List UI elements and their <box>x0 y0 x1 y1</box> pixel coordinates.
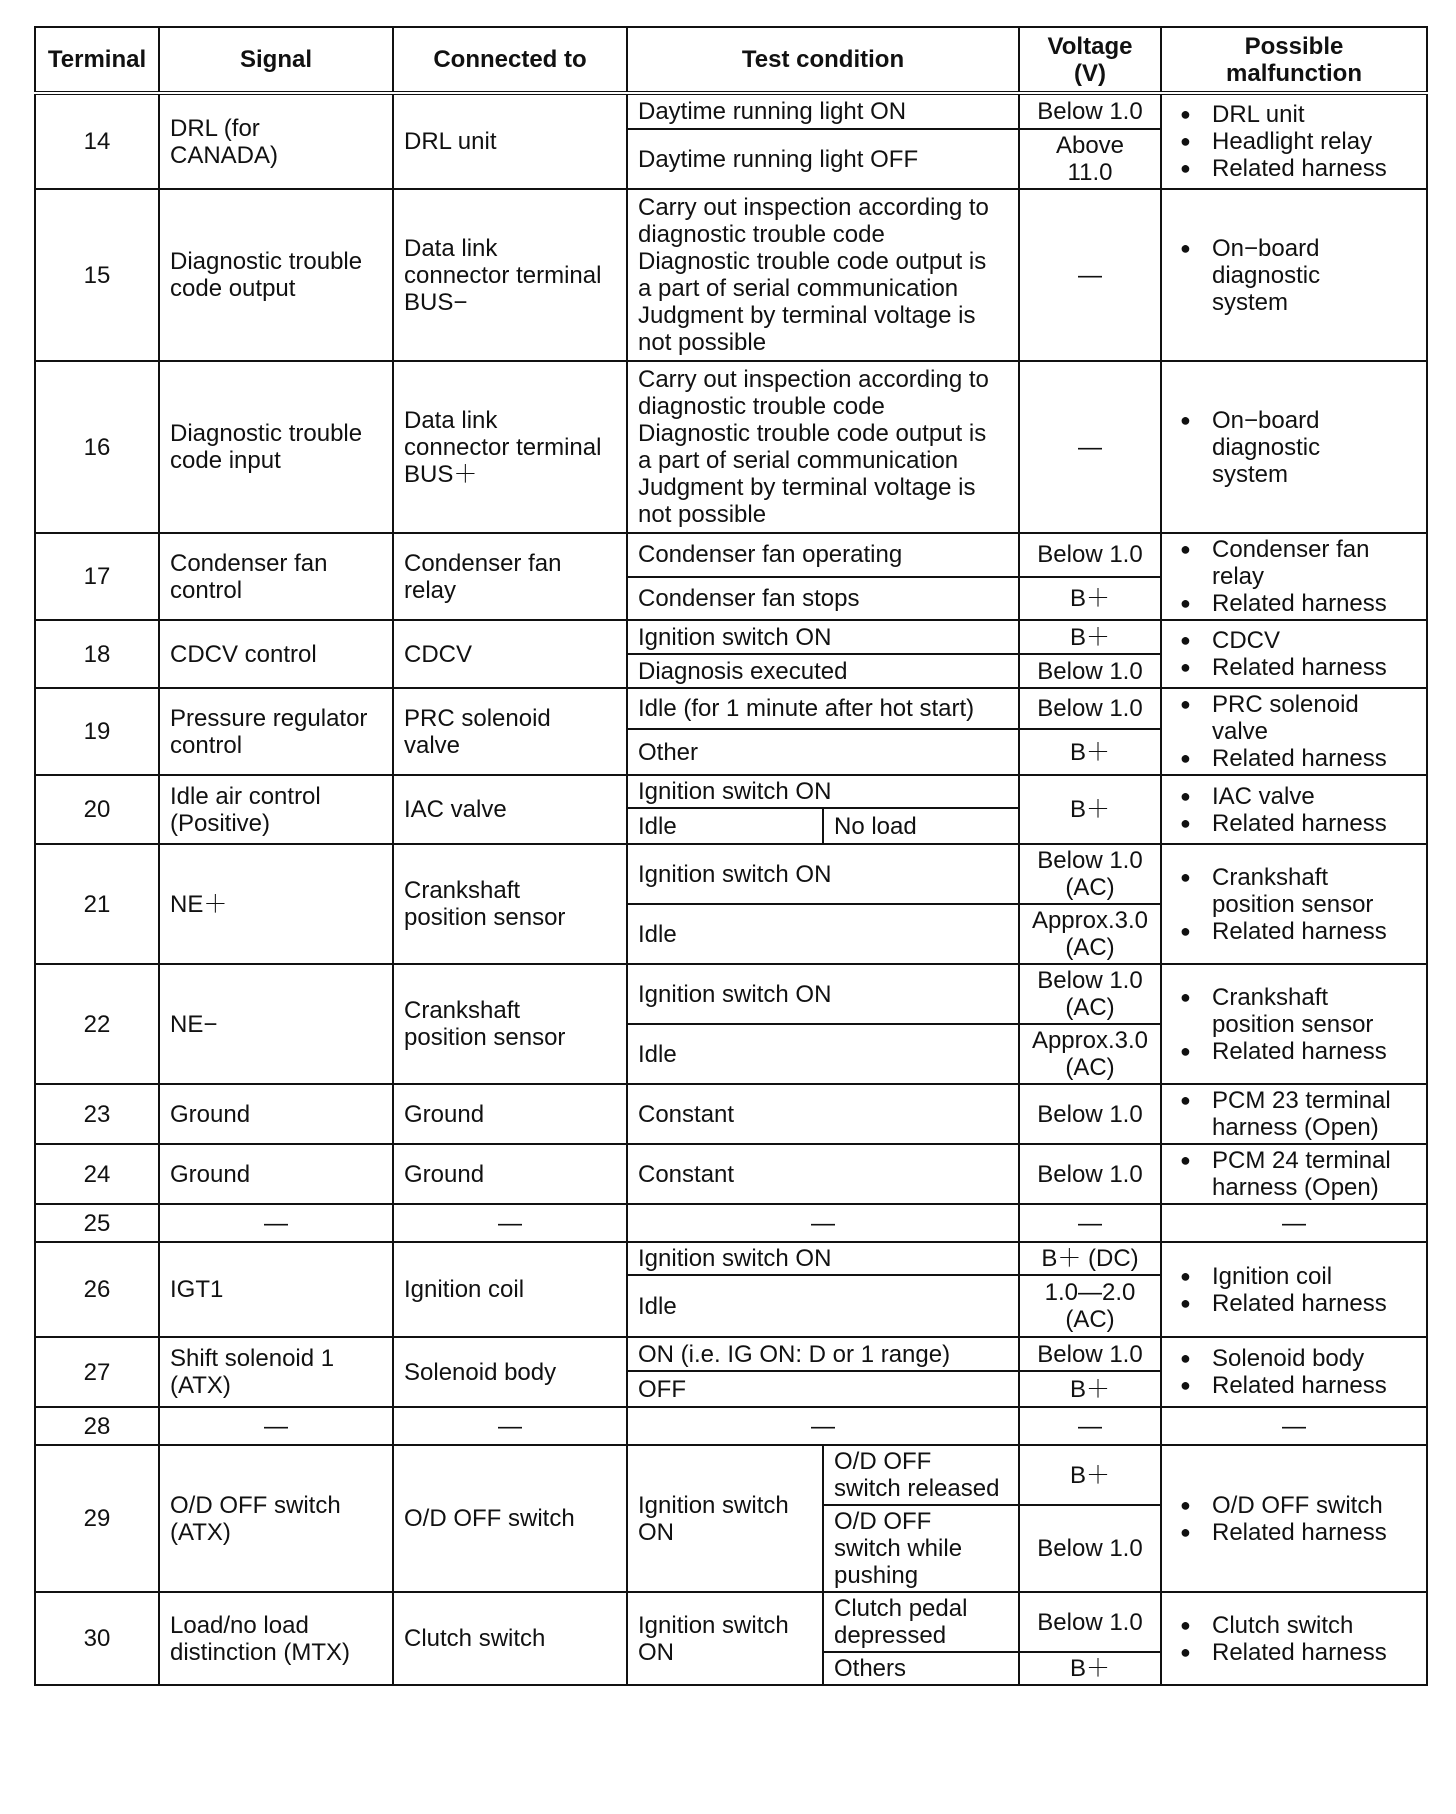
header-connected-to: Connected to <box>393 27 627 93</box>
connected-cell: — <box>393 1407 627 1445</box>
terminal-cell: 22 <box>35 964 159 1084</box>
malfunction-item: ● Crankshaft position sensor <box>1180 864 1417 918</box>
malfunction-cell: — <box>1161 1407 1427 1445</box>
malfunction-cell <box>1161 775 1427 844</box>
connected-cell: Crankshaft position sensor <box>393 964 627 1084</box>
condition-cell: Ignition switch ON <box>627 1445 823 1592</box>
malfunction-item: ● Related harness <box>1180 590 1417 617</box>
condition-cell: Constant <box>627 1084 1019 1144</box>
voltage-cell: 1.0—2.0 (AC) <box>1019 1275 1161 1337</box>
header-voltage: Voltage (V) <box>1019 27 1161 93</box>
condition-cell: ON (i.e. IG ON: D or 1 range) <box>627 1337 1019 1371</box>
signal-cell: IGT1 <box>159 1242 393 1337</box>
malfunction-list <box>1180 235 1417 316</box>
malfunction-item: ● On−board diagnostic system <box>1180 407 1417 488</box>
terminal-cell: 17 <box>35 533 159 620</box>
malfunction-item: ● Related harness <box>1180 918 1417 945</box>
table-row <box>35 1592 1427 1652</box>
condition-detail-cell: Others <box>823 1652 1019 1685</box>
table-row <box>35 844 1427 904</box>
malfunction-list <box>1180 984 1417 1065</box>
malfunction-item: ● PCM 24 terminal harness (Open) <box>1180 1147 1417 1201</box>
terminal-cell: 28 <box>35 1407 159 1445</box>
table-row <box>35 688 1427 729</box>
terminal-voltage-table <box>34 26 1428 1686</box>
condition-cell: Condenser fan operating <box>627 533 1019 577</box>
malfunction-cell <box>1161 1144 1427 1204</box>
signal-cell: O/D OFF switch (ATX) <box>159 1445 393 1592</box>
condition-cell: Ignition switch ON <box>627 620 1019 654</box>
condition-cell: Ignition switch ON <box>627 775 1019 808</box>
header-possible-malfunction: Possible malfunction <box>1161 27 1427 93</box>
voltage-cell: Below 1.0 <box>1019 1084 1161 1144</box>
malfunction-item: ● Ignition coil <box>1180 1263 1417 1290</box>
condition-cell: Diagnosis executed <box>627 654 1019 688</box>
voltage-cell: Below 1.0 <box>1019 688 1161 729</box>
malfunction-item: ● Related harness <box>1180 1519 1417 1546</box>
malfunction-cell <box>1161 1242 1427 1337</box>
condition-cell: Idle <box>627 808 823 844</box>
terminal-cell: 19 <box>35 688 159 775</box>
table-row <box>35 533 1427 577</box>
malfunction-item: ● Related harness <box>1180 1290 1417 1317</box>
malfunction-cell <box>1161 1337 1427 1407</box>
connected-cell: Ignition coil <box>393 1242 627 1337</box>
malfunction-item: ● O/D OFF switch <box>1180 1492 1417 1519</box>
connected-cell: O/D OFF switch <box>393 1445 627 1592</box>
malfunction-item: ● Related harness <box>1180 810 1417 837</box>
signal-cell: Pressure regulator control <box>159 688 393 775</box>
connected-cell: Crankshaft position sensor <box>393 844 627 964</box>
condition-cell: Other <box>627 729 1019 775</box>
malfunction-item: ● Related harness <box>1180 1372 1417 1399</box>
terminal-cell: 21 <box>35 844 159 964</box>
connected-cell: Ground <box>393 1144 627 1204</box>
malfunction-list <box>1180 407 1417 488</box>
voltage-cell: B＋ <box>1019 1371 1161 1407</box>
signal-cell: Ground <box>159 1144 393 1204</box>
condition-cell: Idle (for 1 minute after hot start) <box>627 688 1019 729</box>
condition-detail-cell: O/D OFF switch while pushing <box>823 1505 1019 1592</box>
condition-cell: — <box>627 1204 1019 1242</box>
malfunction-cell <box>1161 688 1427 775</box>
connected-cell: Data link connector terminal BUS− <box>393 189 627 361</box>
malfunction-item: ● Solenoid body <box>1180 1345 1417 1372</box>
connected-cell: CDCV <box>393 620 627 688</box>
condition-cell: OFF <box>627 1371 1019 1407</box>
signal-cell: Idle air control (Positive) <box>159 775 393 844</box>
malfunction-cell <box>1161 1084 1427 1144</box>
table-row <box>35 1084 1427 1144</box>
header-row <box>35 27 1427 93</box>
malfunction-item: ● On−board diagnostic system <box>1180 235 1417 316</box>
condition-cell: Daytime running light OFF <box>627 129 1019 189</box>
voltage-cell: Below 1.0 <box>1019 533 1161 577</box>
voltage-cell: Below 1.0 <box>1019 1592 1161 1652</box>
table-row <box>35 964 1427 1024</box>
connected-cell: Ground <box>393 1084 627 1144</box>
connected-cell: PRC solenoid valve <box>393 688 627 775</box>
condition-cell: — <box>627 1407 1019 1445</box>
terminal-cell: 20 <box>35 775 159 844</box>
connected-cell: Condenser fan relay <box>393 533 627 620</box>
malfunction-item: ● Related harness <box>1180 745 1417 772</box>
terminal-cell: 27 <box>35 1337 159 1407</box>
malfunction-item: ● Crankshaft position sensor <box>1180 984 1417 1038</box>
voltage-cell: B＋ <box>1019 1445 1161 1505</box>
condition-cell: Idle <box>627 1275 1019 1337</box>
malfunction-item: ● Related harness <box>1180 654 1417 681</box>
voltage-cell: Below 1.0 <box>1019 654 1161 688</box>
terminal-cell: 15 <box>35 189 159 361</box>
connected-cell: DRL unit <box>393 93 627 189</box>
voltage-cell: Below 1.0 <box>1019 93 1161 129</box>
connected-cell: — <box>393 1204 627 1242</box>
voltage-cell: Below 1.0 (AC) <box>1019 844 1161 904</box>
table-row <box>35 1445 1427 1505</box>
signal-cell: NE− <box>159 964 393 1084</box>
signal-cell: DRL (for CANADA) <box>159 93 393 189</box>
condition-detail-cell: Clutch pedal depressed <box>823 1592 1019 1652</box>
voltage-cell: Below 1.0 <box>1019 1337 1161 1371</box>
terminal-cell: 23 <box>35 1084 159 1144</box>
header-test-condition: Test condition <box>627 27 1019 93</box>
condition-detail-cell: O/D OFF switch released <box>823 1445 1019 1505</box>
signal-cell: NE＋ <box>159 844 393 964</box>
malfunction-list <box>1180 1612 1417 1666</box>
connected-cell: Solenoid body <box>393 1337 627 1407</box>
terminal-voltage-table-sheet <box>34 26 1426 1686</box>
voltage-cell: — <box>1019 1204 1161 1242</box>
voltage-cell: Below 1.0 <box>1019 1505 1161 1592</box>
malfunction-item: ● Related harness <box>1180 1038 1417 1065</box>
malfunction-cell <box>1161 620 1427 688</box>
voltage-cell: Below 1.0 <box>1019 1144 1161 1204</box>
malfunction-item: ● Related harness <box>1180 1639 1417 1666</box>
table-row <box>35 1144 1427 1204</box>
voltage-cell: — <box>1019 189 1161 361</box>
signal-cell: — <box>159 1204 393 1242</box>
condition-cell: Condenser fan stops <box>627 577 1019 621</box>
voltage-cell: B＋ <box>1019 620 1161 654</box>
terminal-cell: 26 <box>35 1242 159 1337</box>
terminal-cell: 30 <box>35 1592 159 1685</box>
terminal-cell: 14 <box>35 93 159 189</box>
malfunction-cell <box>1161 361 1427 533</box>
malfunction-cell: — <box>1161 1204 1427 1242</box>
malfunction-item: ● Condenser fan relay <box>1180 536 1417 590</box>
malfunction-cell <box>1161 189 1427 361</box>
malfunction-cell <box>1161 1445 1427 1592</box>
malfunction-item: ● PRC solenoid valve <box>1180 691 1417 745</box>
terminal-cell: 25 <box>35 1204 159 1242</box>
voltage-cell: — <box>1019 361 1161 533</box>
voltage-cell: Approx.3.0 (AC) <box>1019 1024 1161 1084</box>
table-body <box>35 93 1427 1685</box>
condition-detail-cell: No load <box>823 808 1019 844</box>
header-signal: Signal <box>159 27 393 93</box>
malfunction-list <box>1180 1147 1417 1201</box>
terminal-cell: 18 <box>35 620 159 688</box>
malfunction-cell <box>1161 964 1427 1084</box>
connected-cell: IAC valve <box>393 775 627 844</box>
condition-cell: Daytime running light ON <box>627 93 1019 129</box>
malfunction-cell <box>1161 844 1427 964</box>
malfunction-list <box>1180 864 1417 945</box>
malfunction-list <box>1180 101 1417 182</box>
signal-cell: Shift solenoid 1 (ATX) <box>159 1337 393 1407</box>
table-row <box>35 189 1427 361</box>
condition-cell: Ignition switch ON <box>627 964 1019 1024</box>
voltage-cell: B＋ <box>1019 775 1161 844</box>
voltage-cell: B＋ (DC) <box>1019 1242 1161 1275</box>
malfunction-cell <box>1161 93 1427 189</box>
condition-cell: Ignition switch ON <box>627 1242 1019 1275</box>
malfunction-list <box>1180 627 1417 681</box>
malfunction-item: ● DRL unit <box>1180 101 1417 128</box>
signal-cell: Ground <box>159 1084 393 1144</box>
voltage-cell: B＋ <box>1019 729 1161 775</box>
condition-cell: Carry out inspection according to diagnostic trouble code Diagnostic trouble code output is a part of serial communication Judgment by terminal voltage is not possible <box>627 361 1019 533</box>
condition-cell: Constant <box>627 1144 1019 1204</box>
terminal-cell: 29 <box>35 1445 159 1592</box>
voltage-cell: Approx.3.0 (AC) <box>1019 904 1161 964</box>
malfunction-item: ● Clutch switch <box>1180 1612 1417 1639</box>
terminal-cell: 16 <box>35 361 159 533</box>
signal-cell: — <box>159 1407 393 1445</box>
malfunction-item: ● Related harness <box>1180 155 1417 182</box>
signal-cell: Diagnostic trouble code input <box>159 361 393 533</box>
malfunction-list <box>1180 691 1417 772</box>
malfunction-list <box>1180 783 1417 837</box>
table-row <box>35 1204 1427 1242</box>
malfunction-item: ● CDCV <box>1180 627 1417 654</box>
table-row <box>35 93 1427 129</box>
malfunction-cell <box>1161 533 1427 620</box>
malfunction-list <box>1180 1087 1417 1141</box>
terminal-cell: 24 <box>35 1144 159 1204</box>
malfunction-list <box>1180 1492 1417 1546</box>
malfunction-list <box>1180 536 1417 617</box>
table-row <box>35 775 1427 808</box>
connected-cell: Data link connector terminal BUS＋ <box>393 361 627 533</box>
condition-cell: Ignition switch ON <box>627 844 1019 904</box>
table-row <box>35 1407 1427 1445</box>
signal-cell: CDCV control <box>159 620 393 688</box>
condition-cell: Ignition switch ON <box>627 1592 823 1685</box>
connected-cell: Clutch switch <box>393 1592 627 1685</box>
signal-cell: Diagnostic trouble code output <box>159 189 393 361</box>
table-row <box>35 1242 1427 1275</box>
malfunction-list <box>1180 1345 1417 1399</box>
malfunction-item: ● IAC valve <box>1180 783 1417 810</box>
condition-cell: Carry out inspection according to diagnostic trouble code Diagnostic trouble code output is a part of serial communication Judgment by terminal voltage is not possible <box>627 189 1019 361</box>
signal-cell: Load/no load distinction (MTX) <box>159 1592 393 1685</box>
voltage-cell: — <box>1019 1407 1161 1445</box>
voltage-cell: Above 11.0 <box>1019 129 1161 189</box>
voltage-cell: Below 1.0 (AC) <box>1019 964 1161 1024</box>
header-terminal: Terminal <box>35 27 159 93</box>
table-row <box>35 1337 1427 1371</box>
table-row <box>35 620 1427 654</box>
malfunction-cell <box>1161 1592 1427 1685</box>
malfunction-item: ● PCM 23 terminal harness (Open) <box>1180 1087 1417 1141</box>
malfunction-item: ● Headlight relay <box>1180 128 1417 155</box>
condition-cell: Idle <box>627 904 1019 964</box>
voltage-cell: B＋ <box>1019 1652 1161 1685</box>
condition-cell: Idle <box>627 1024 1019 1084</box>
voltage-cell: B＋ <box>1019 577 1161 621</box>
malfunction-list <box>1180 1263 1417 1317</box>
signal-cell: Condenser fan control <box>159 533 393 620</box>
table-row <box>35 361 1427 533</box>
